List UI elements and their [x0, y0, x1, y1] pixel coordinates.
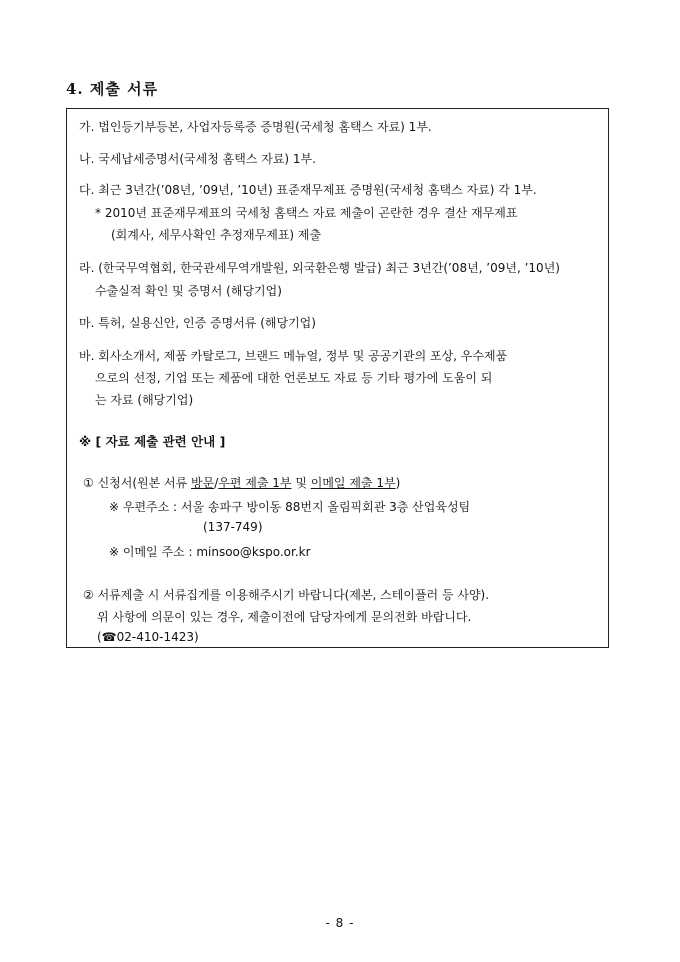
section-title: 4. 제출 서류 — [66, 80, 159, 98]
item-ga: 가. 법인등기부등본, 사업자등록증 증명원(국세청 홈택스 자료) 1부. — [79, 120, 432, 134]
notice-item-1-suffix: ) — [395, 476, 401, 490]
item-da-note-cont: (회계사, 세무사확인 추정재무제표) 제출 — [111, 228, 322, 242]
item-ma: 마. 특허, 실용신안, 인증 증명서류 (해당기업) — [79, 316, 316, 330]
notice-item-2-cont: 위 사항에 의문이 있는 경우, 제출이전에 담당자에게 문의전화 바랍니다. — [97, 610, 472, 624]
contact-phone: (☎02-410-1423) — [97, 630, 199, 644]
page-number: - 8 - — [325, 916, 355, 930]
notice-item-1 — [83, 474, 608, 491]
notice-title: ※ [ 자료 제출 관련 안내 ] — [79, 434, 226, 449]
item-na: 나. 국세납세증명서(국세청 홈택스 자료) 1부. — [79, 152, 316, 166]
document-box — [66, 108, 609, 648]
item-ba-cont1: 으로의 선정, 기업 또는 제품에 대한 언론보도 자료 등 기타 평가에 도움이 되 — [95, 371, 493, 385]
item-ra: 라. (한국무역협회, 한국관세무역개발원, 외국환은행 발급) 최근 3년간(’08년, ’09년, ’10년) — [79, 261, 560, 275]
notice-item-1-post: 우편 제출 1부 — [218, 476, 292, 490]
item-ra-cont: 수출실적 확인 및 증명서 (해당기업) — [95, 284, 282, 298]
notice-item-1-email: 이메일 제출 1부 — [310, 476, 396, 490]
postal-code: (137-749) — [203, 520, 263, 534]
item-ba: 바. 회사소개서, 제품 카탈로그, 브랜드 메뉴얼, 정부 및 공공기관의 포상, 우수제품 — [79, 349, 508, 363]
item-da: 다. 최근 3년간(’08년, ’09년, ’10년) 표준재무제표 증명원(국세청 홈택스 자료) 각 1부. — [79, 183, 537, 197]
notice-item-1-prefix: ① 신청서(원본 서류 — [83, 476, 192, 490]
notice-item-1-slash: / — [214, 476, 219, 490]
item-da-note: * 2010년 표준재무제표의 국세청 홈택스 자료 제출이 곤란한 경우 결산 재무제표 — [95, 206, 518, 220]
notice-item-1-visit: 방문 — [191, 476, 215, 490]
item-ba-cont2: 는 자료 (해당기업) — [95, 393, 194, 407]
notice-item-1-and: 및 — [291, 476, 311, 490]
postal-address: ※ 우편주소 : 서울 송파구 방이동 88번지 올림픽회관 3층 산업육성팀 — [109, 500, 471, 514]
email-address: ※ 이메일 주소 : minsoo@kspo.or.kr — [109, 545, 311, 559]
notice-item-2: ② 서류제출 시 서류집게를 이용해주시기 바랍니다(제본, 스테이플러 등 사양). — [83, 588, 490, 602]
